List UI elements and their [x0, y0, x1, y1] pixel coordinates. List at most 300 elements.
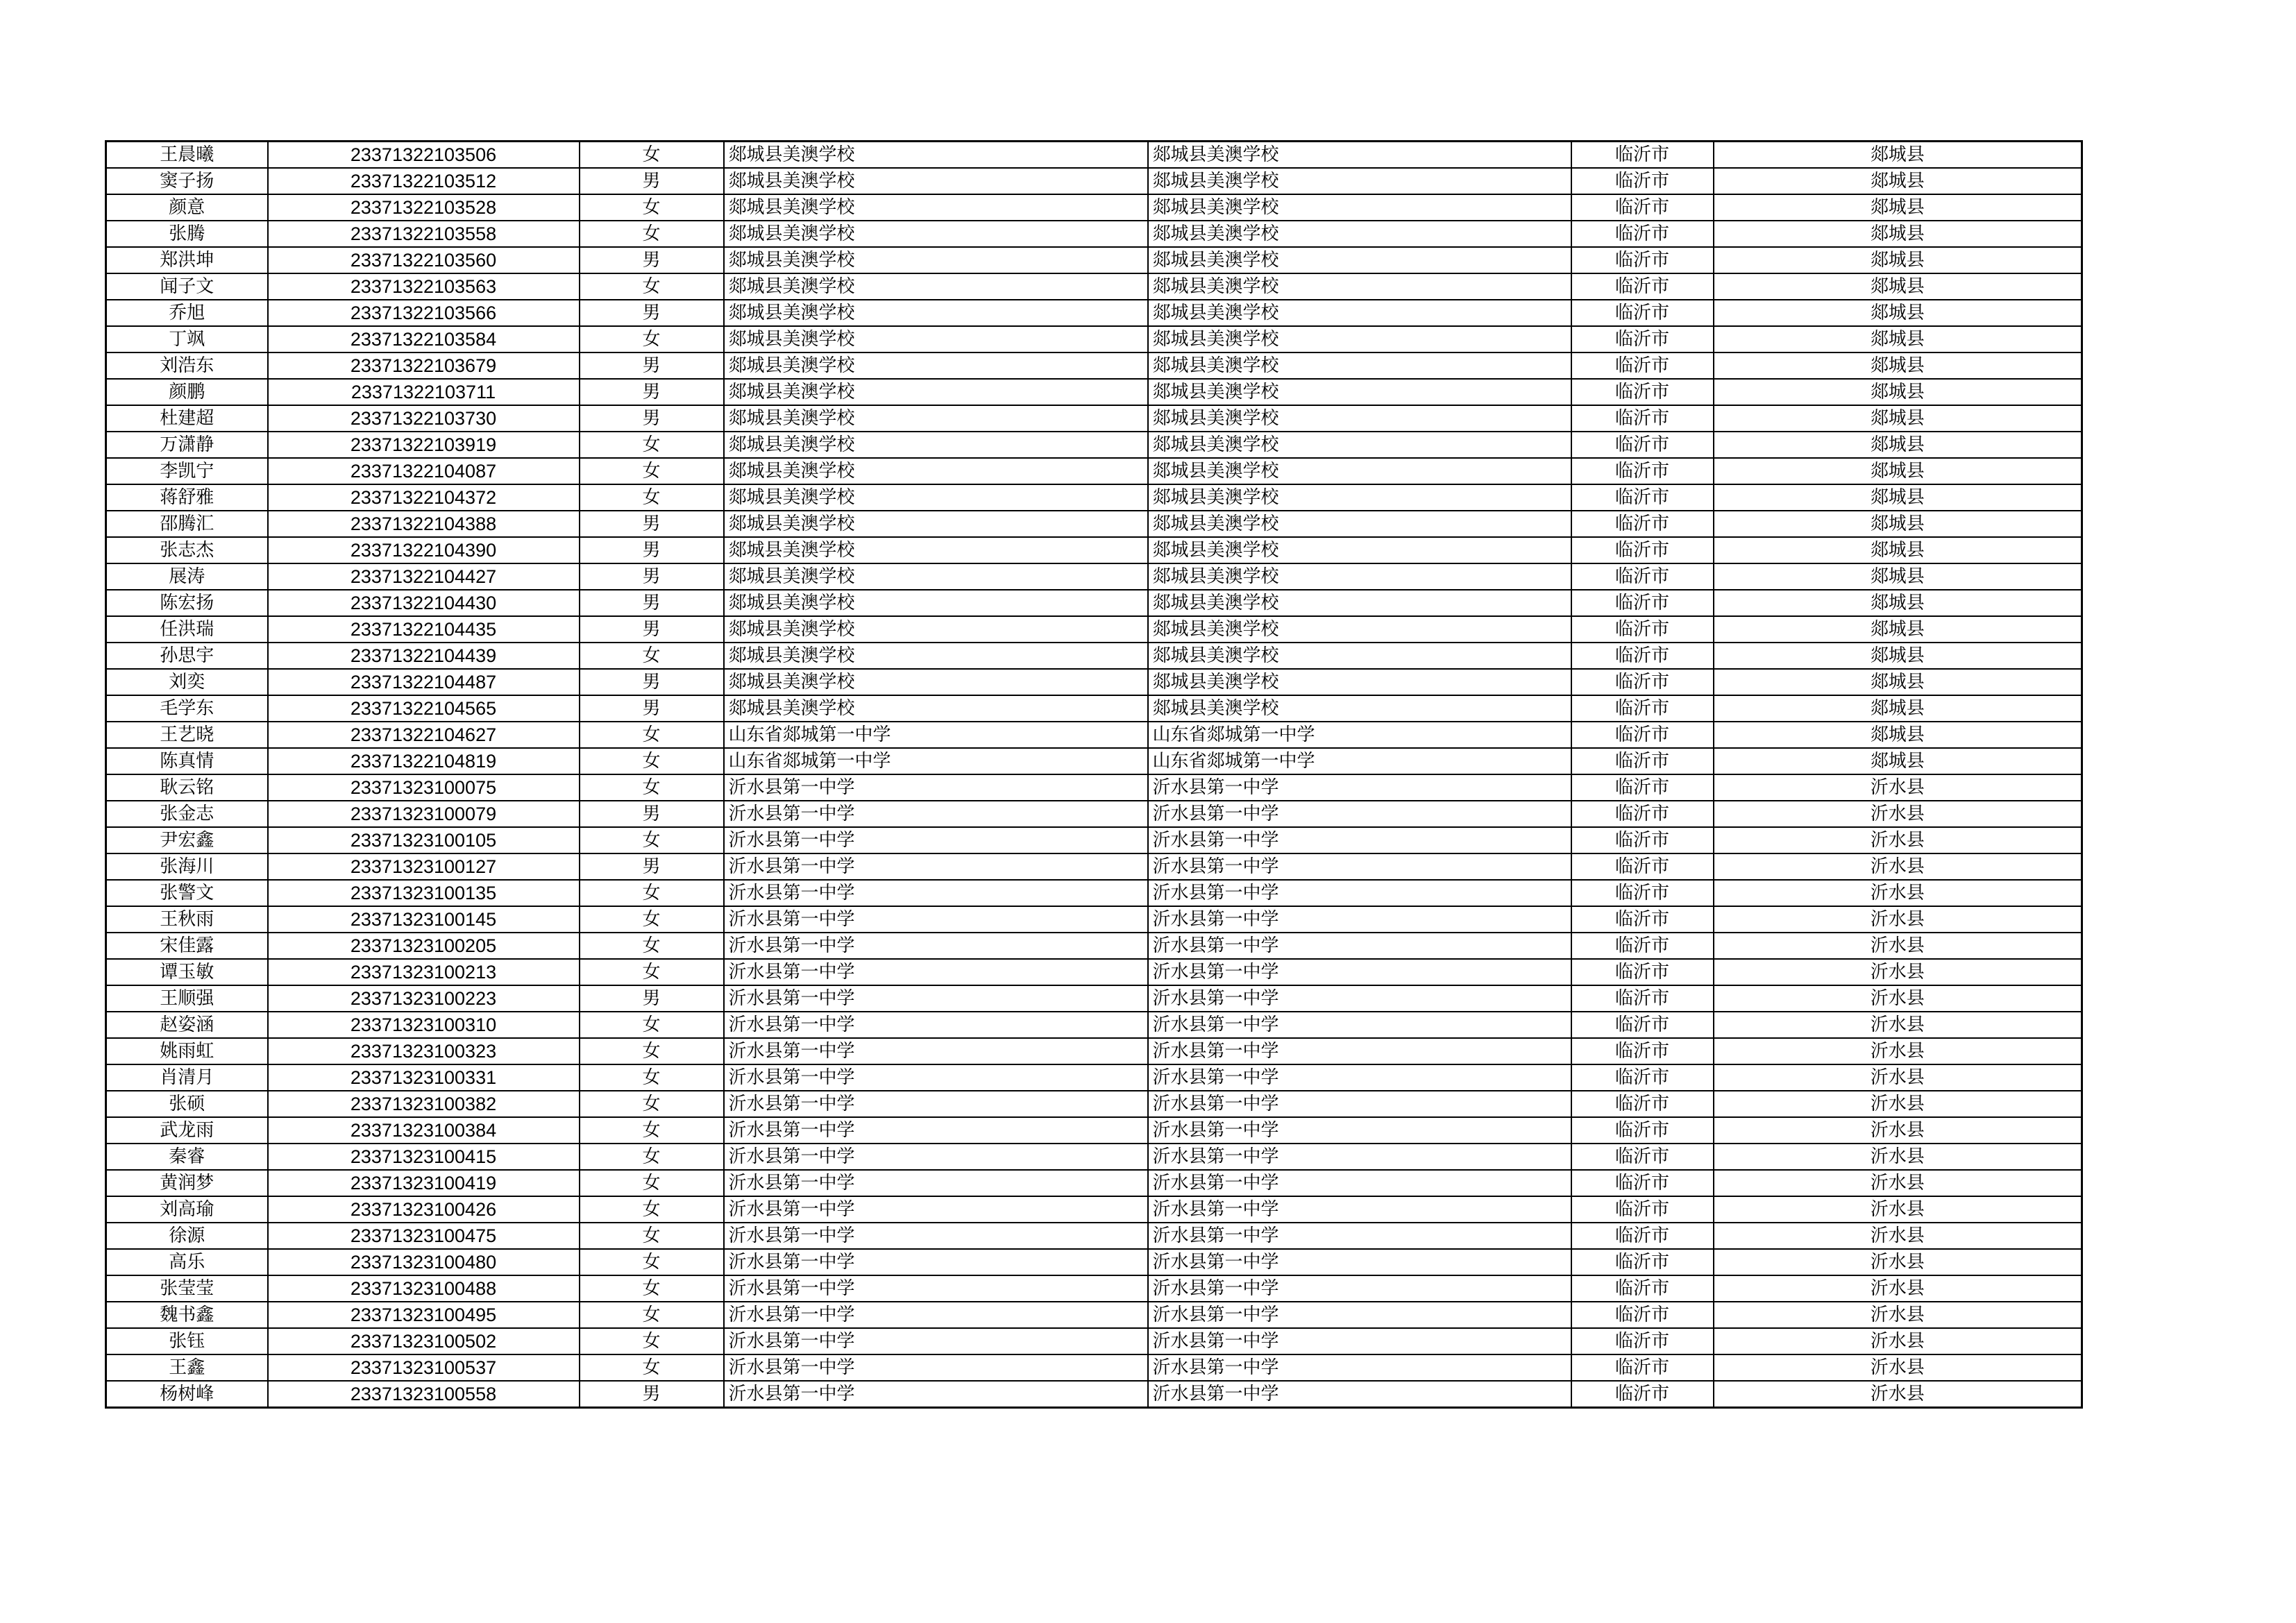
registration-school-cell: 沂水县第一中学 [1148, 801, 1571, 827]
gender-cell: 女 [580, 432, 724, 458]
exam-number-cell: 23371323100495 [268, 1302, 580, 1328]
city-cell: 临沂市 [1571, 1038, 1714, 1064]
school-cell: 郯城县美澳学校 [724, 142, 1148, 169]
exam-number-cell: 23371323100135 [268, 880, 580, 906]
county-cell: 郯城县 [1714, 247, 2082, 273]
table-row [106, 511, 2082, 537]
city-cell: 临沂市 [1571, 1249, 1714, 1275]
city-cell: 临沂市 [1571, 748, 1714, 774]
table-body [106, 142, 2082, 1408]
gender-cell: 男 [580, 247, 724, 273]
exam-number-cell: 23371322104388 [268, 511, 580, 537]
exam-number-cell: 23371323100382 [268, 1091, 580, 1117]
school-cell: 郯城县美澳学校 [724, 511, 1148, 537]
gender-cell: 男 [580, 379, 724, 405]
exam-number-cell: 23371322103512 [268, 168, 580, 194]
registration-school-cell: 沂水县第一中学 [1148, 933, 1571, 959]
registration-school-cell: 郯城县美澳学校 [1148, 379, 1571, 405]
gender-cell: 男 [580, 669, 724, 695]
registration-school-cell: 沂水县第一中学 [1148, 880, 1571, 906]
table-row [106, 1302, 2082, 1328]
table-row [106, 1038, 2082, 1064]
county-cell: 沂水县 [1714, 985, 2082, 1012]
school-cell: 郯城县美澳学校 [724, 432, 1148, 458]
county-cell: 沂水县 [1714, 1117, 2082, 1144]
city-cell: 临沂市 [1571, 563, 1714, 590]
name-cell: 张莹莹 [106, 1275, 268, 1302]
table-row [106, 563, 2082, 590]
name-cell: 王顺强 [106, 985, 268, 1012]
name-cell: 张警文 [106, 880, 268, 906]
city-cell: 临沂市 [1571, 537, 1714, 563]
gender-cell: 男 [580, 801, 724, 827]
name-cell: 魏书鑫 [106, 1302, 268, 1328]
name-cell: 展涛 [106, 563, 268, 590]
table-row [106, 1381, 2082, 1408]
table-row [106, 827, 2082, 853]
exam-number-cell: 23371322104565 [268, 695, 580, 722]
county-cell: 郯城县 [1714, 511, 2082, 537]
registration-school-cell: 沂水县第一中学 [1148, 1117, 1571, 1144]
registration-school-cell: 沂水县第一中学 [1148, 1328, 1571, 1354]
name-cell: 王艺晓 [106, 722, 268, 748]
gender-cell: 男 [580, 985, 724, 1012]
table-row [106, 1144, 2082, 1170]
county-cell: 沂水县 [1714, 801, 2082, 827]
city-cell: 临沂市 [1571, 669, 1714, 695]
county-cell: 郯城县 [1714, 537, 2082, 563]
name-cell: 丁飒 [106, 326, 268, 352]
registration-school-cell: 沂水县第一中学 [1148, 1064, 1571, 1091]
registration-school-cell: 郯城县美澳学校 [1148, 194, 1571, 221]
exam-number-cell: 23371323100105 [268, 827, 580, 853]
table-row [106, 722, 2082, 748]
school-cell: 沂水县第一中学 [724, 1117, 1148, 1144]
student-roster-table [105, 140, 2083, 1409]
county-cell: 沂水县 [1714, 906, 2082, 933]
table-row [106, 273, 2082, 300]
county-cell: 郯城县 [1714, 326, 2082, 352]
name-cell: 刘奕 [106, 669, 268, 695]
name-cell: 尹宏鑫 [106, 827, 268, 853]
table-row [106, 801, 2082, 827]
table-row [106, 1196, 2082, 1223]
county-cell: 沂水县 [1714, 1275, 2082, 1302]
table-row [106, 537, 2082, 563]
exam-number-cell: 23371322104372 [268, 484, 580, 511]
city-cell: 临沂市 [1571, 379, 1714, 405]
city-cell: 临沂市 [1571, 352, 1714, 379]
county-cell: 郯城县 [1714, 722, 2082, 748]
county-cell: 郯城县 [1714, 432, 2082, 458]
gender-cell: 男 [580, 352, 724, 379]
registration-school-cell: 郯城县美澳学校 [1148, 643, 1571, 669]
school-cell: 郯城县美澳学校 [724, 326, 1148, 352]
table-row [106, 1275, 2082, 1302]
school-cell: 郯城县美澳学校 [724, 484, 1148, 511]
table-row [106, 168, 2082, 194]
exam-number-cell: 23371322104819 [268, 748, 580, 774]
registration-school-cell: 郯城县美澳学校 [1148, 326, 1571, 352]
school-cell: 沂水县第一中学 [724, 906, 1148, 933]
gender-cell: 女 [580, 748, 724, 774]
registration-school-cell: 郯城县美澳学校 [1148, 405, 1571, 432]
gender-cell: 男 [580, 1381, 724, 1408]
name-cell: 张海川 [106, 853, 268, 880]
school-cell: 郯城县美澳学校 [724, 168, 1148, 194]
table-row [106, 643, 2082, 669]
exam-number-cell: 23371323100310 [268, 1012, 580, 1038]
name-cell: 高乐 [106, 1249, 268, 1275]
county-cell: 沂水县 [1714, 1091, 2082, 1117]
school-cell: 沂水县第一中学 [724, 1196, 1148, 1223]
county-cell: 沂水县 [1714, 774, 2082, 801]
name-cell: 秦睿 [106, 1144, 268, 1170]
school-cell: 沂水县第一中学 [724, 1144, 1148, 1170]
registration-school-cell: 沂水县第一中学 [1148, 1354, 1571, 1381]
table-row [106, 1117, 2082, 1144]
registration-school-cell: 沂水县第一中学 [1148, 1302, 1571, 1328]
table-row [106, 959, 2082, 985]
registration-school-cell: 郯城县美澳学校 [1148, 300, 1571, 326]
school-cell: 沂水县第一中学 [724, 853, 1148, 880]
registration-school-cell: 沂水县第一中学 [1148, 1091, 1571, 1117]
school-cell: 沂水县第一中学 [724, 1249, 1148, 1275]
school-cell: 沂水县第一中学 [724, 1170, 1148, 1196]
table-row [106, 432, 2082, 458]
exam-number-cell: 23371323100537 [268, 1354, 580, 1381]
school-cell: 郯城县美澳学校 [724, 669, 1148, 695]
name-cell: 孙思宇 [106, 643, 268, 669]
school-cell: 沂水县第一中学 [724, 1275, 1148, 1302]
table-row [106, 616, 2082, 643]
city-cell: 临沂市 [1571, 273, 1714, 300]
exam-number-cell: 23371322104430 [268, 590, 580, 616]
county-cell: 沂水县 [1714, 933, 2082, 959]
school-cell: 郯城县美澳学校 [724, 247, 1148, 273]
school-cell: 沂水县第一中学 [724, 1038, 1148, 1064]
registration-school-cell: 沂水县第一中学 [1148, 1249, 1571, 1275]
city-cell: 临沂市 [1571, 1328, 1714, 1354]
registration-school-cell: 沂水县第一中学 [1148, 1196, 1571, 1223]
exam-number-cell: 23371322104087 [268, 458, 580, 484]
exam-number-cell: 23371322103919 [268, 432, 580, 458]
county-cell: 郯城县 [1714, 590, 2082, 616]
county-cell: 郯城县 [1714, 484, 2082, 511]
table-row [106, 484, 2082, 511]
school-cell: 郯城县美澳学校 [724, 379, 1148, 405]
exam-number-cell: 23371322103563 [268, 273, 580, 300]
name-cell: 王秋雨 [106, 906, 268, 933]
exam-number-cell: 23371322104439 [268, 643, 580, 669]
county-cell: 沂水县 [1714, 1144, 2082, 1170]
city-cell: 临沂市 [1571, 1196, 1714, 1223]
registration-school-cell: 沂水县第一中学 [1148, 1012, 1571, 1038]
registration-school-cell: 沂水县第一中学 [1148, 959, 1571, 985]
registration-school-cell: 沂水县第一中学 [1148, 1381, 1571, 1408]
name-cell: 王鑫 [106, 1354, 268, 1381]
name-cell: 蒋舒雅 [106, 484, 268, 511]
table-row [106, 590, 2082, 616]
table-row [106, 853, 2082, 880]
city-cell: 临沂市 [1571, 405, 1714, 432]
name-cell: 黄润梦 [106, 1170, 268, 1196]
gender-cell: 女 [580, 827, 724, 853]
registration-school-cell: 郯城县美澳学校 [1148, 616, 1571, 643]
registration-school-cell: 沂水县第一中学 [1148, 853, 1571, 880]
exam-number-cell: 23371323100415 [268, 1144, 580, 1170]
city-cell: 临沂市 [1571, 458, 1714, 484]
city-cell: 临沂市 [1571, 484, 1714, 511]
name-cell: 刘浩东 [106, 352, 268, 379]
school-cell: 沂水县第一中学 [724, 1381, 1148, 1408]
table-row [106, 880, 2082, 906]
gender-cell: 女 [580, 273, 724, 300]
exam-number-cell: 23371322103679 [268, 352, 580, 379]
city-cell: 临沂市 [1571, 722, 1714, 748]
name-cell: 张硕 [106, 1091, 268, 1117]
registration-school-cell: 沂水县第一中学 [1148, 1038, 1571, 1064]
school-cell: 郯城县美澳学校 [724, 695, 1148, 722]
county-cell: 郯城县 [1714, 616, 2082, 643]
registration-school-cell: 郯城县美澳学校 [1148, 432, 1571, 458]
gender-cell: 女 [580, 1249, 724, 1275]
exam-number-cell: 23371323100323 [268, 1038, 580, 1064]
table-row [106, 695, 2082, 722]
city-cell: 临沂市 [1571, 300, 1714, 326]
registration-school-cell: 郯城县美澳学校 [1148, 168, 1571, 194]
exam-number-cell: 23371322103528 [268, 194, 580, 221]
city-cell: 临沂市 [1571, 511, 1714, 537]
registration-school-cell: 郯城县美澳学校 [1148, 590, 1571, 616]
table-row [106, 458, 2082, 484]
gender-cell: 女 [580, 906, 724, 933]
name-cell: 闻子文 [106, 273, 268, 300]
name-cell: 武龙雨 [106, 1117, 268, 1144]
city-cell: 临沂市 [1571, 1064, 1714, 1091]
county-cell: 郯城县 [1714, 352, 2082, 379]
exam-number-cell: 23371322104435 [268, 616, 580, 643]
city-cell: 临沂市 [1571, 590, 1714, 616]
table-row [106, 1249, 2082, 1275]
gender-cell: 女 [580, 1223, 724, 1249]
gender-cell: 女 [580, 1038, 724, 1064]
city-cell: 临沂市 [1571, 168, 1714, 194]
name-cell: 张金志 [106, 801, 268, 827]
table-row [106, 906, 2082, 933]
registration-school-cell: 沂水县第一中学 [1148, 1223, 1571, 1249]
school-cell: 郯城县美澳学校 [724, 458, 1148, 484]
exam-number-cell: 23371323100475 [268, 1223, 580, 1249]
city-cell: 临沂市 [1571, 906, 1714, 933]
gender-cell: 女 [580, 326, 724, 352]
gender-cell: 女 [580, 933, 724, 959]
exam-number-cell: 23371323100127 [268, 853, 580, 880]
city-cell: 临沂市 [1571, 853, 1714, 880]
gender-cell: 女 [580, 880, 724, 906]
city-cell: 临沂市 [1571, 1381, 1714, 1408]
school-cell: 沂水县第一中学 [724, 1064, 1148, 1091]
name-cell: 乔旭 [106, 300, 268, 326]
exam-number-cell: 23371322104427 [268, 563, 580, 590]
county-cell: 郯城县 [1714, 379, 2082, 405]
exam-number-cell: 23371322104487 [268, 669, 580, 695]
gender-cell: 男 [580, 590, 724, 616]
city-cell: 临沂市 [1571, 880, 1714, 906]
name-cell: 颜鹏 [106, 379, 268, 405]
table-row [106, 300, 2082, 326]
gender-cell: 男 [580, 616, 724, 643]
exam-number-cell: 23371322103506 [268, 142, 580, 169]
city-cell: 临沂市 [1571, 1275, 1714, 1302]
city-cell: 临沂市 [1571, 643, 1714, 669]
county-cell: 郯城县 [1714, 405, 2082, 432]
county-cell: 沂水县 [1714, 1038, 2082, 1064]
gender-cell: 女 [580, 142, 724, 169]
city-cell: 临沂市 [1571, 326, 1714, 352]
county-cell: 沂水县 [1714, 1064, 2082, 1091]
school-cell: 郯城县美澳学校 [724, 563, 1148, 590]
gender-cell: 男 [580, 511, 724, 537]
city-cell: 临沂市 [1571, 695, 1714, 722]
name-cell: 杨树峰 [106, 1381, 268, 1408]
city-cell: 临沂市 [1571, 1354, 1714, 1381]
table-row [106, 326, 2082, 352]
registration-school-cell: 郯城县美澳学校 [1148, 484, 1571, 511]
name-cell: 张腾 [106, 221, 268, 247]
name-cell: 谭玉敏 [106, 959, 268, 985]
table-row [106, 985, 2082, 1012]
city-cell: 临沂市 [1571, 827, 1714, 853]
registration-school-cell: 山东省郯城第一中学 [1148, 748, 1571, 774]
county-cell: 郯城县 [1714, 221, 2082, 247]
table-row [106, 669, 2082, 695]
county-cell: 沂水县 [1714, 1302, 2082, 1328]
city-cell: 临沂市 [1571, 194, 1714, 221]
city-cell: 临沂市 [1571, 221, 1714, 247]
name-cell: 杜建超 [106, 405, 268, 432]
school-cell: 沂水县第一中学 [724, 1012, 1148, 1038]
gender-cell: 女 [580, 1196, 724, 1223]
city-cell: 临沂市 [1571, 985, 1714, 1012]
county-cell: 沂水县 [1714, 853, 2082, 880]
county-cell: 郯城县 [1714, 643, 2082, 669]
table-row [106, 352, 2082, 379]
school-cell: 郯城县美澳学校 [724, 300, 1148, 326]
name-cell: 李凯宁 [106, 458, 268, 484]
gender-cell: 女 [580, 722, 724, 748]
exam-number-cell: 23371323100558 [268, 1381, 580, 1408]
name-cell: 张志杰 [106, 537, 268, 563]
school-cell: 沂水县第一中学 [724, 1091, 1148, 1117]
city-cell: 临沂市 [1571, 142, 1714, 169]
exam-number-cell: 23371323100384 [268, 1117, 580, 1144]
county-cell: 郯城县 [1714, 142, 2082, 169]
city-cell: 临沂市 [1571, 1170, 1714, 1196]
gender-cell: 女 [580, 959, 724, 985]
city-cell: 临沂市 [1571, 1302, 1714, 1328]
table-row [106, 1012, 2082, 1038]
city-cell: 临沂市 [1571, 247, 1714, 273]
county-cell: 沂水县 [1714, 827, 2082, 853]
school-cell: 沂水县第一中学 [724, 1223, 1148, 1249]
gender-cell: 女 [580, 1302, 724, 1328]
table-row [106, 1091, 2082, 1117]
exam-number-cell: 23371323100502 [268, 1328, 580, 1354]
table-row [106, 1354, 2082, 1381]
gender-cell: 女 [580, 1064, 724, 1091]
name-cell: 姚雨虹 [106, 1038, 268, 1064]
registration-school-cell: 郯城县美澳学校 [1148, 537, 1571, 563]
gender-cell: 女 [580, 1170, 724, 1196]
school-cell: 郯城县美澳学校 [724, 221, 1148, 247]
gender-cell: 男 [580, 168, 724, 194]
exam-number-cell: 23371323100488 [268, 1275, 580, 1302]
county-cell: 沂水县 [1714, 1328, 2082, 1354]
county-cell: 沂水县 [1714, 1012, 2082, 1038]
county-cell: 郯城县 [1714, 194, 2082, 221]
registration-school-cell: 沂水县第一中学 [1148, 1144, 1571, 1170]
county-cell: 沂水县 [1714, 1170, 2082, 1196]
gender-cell: 男 [580, 405, 724, 432]
name-cell: 任洪瑞 [106, 616, 268, 643]
name-cell: 肖清月 [106, 1064, 268, 1091]
exam-number-cell: 23371322104627 [268, 722, 580, 748]
city-cell: 临沂市 [1571, 774, 1714, 801]
registration-school-cell: 郯城县美澳学校 [1148, 247, 1571, 273]
name-cell: 赵姿涵 [106, 1012, 268, 1038]
registration-school-cell: 沂水县第一中学 [1148, 1275, 1571, 1302]
name-cell: 毛学东 [106, 695, 268, 722]
city-cell: 临沂市 [1571, 959, 1714, 985]
name-cell: 窦子扬 [106, 168, 268, 194]
gender-cell: 女 [580, 643, 724, 669]
exam-number-cell: 23371322103584 [268, 326, 580, 352]
table-row [106, 221, 2082, 247]
county-cell: 沂水县 [1714, 1354, 2082, 1381]
exam-number-cell: 23371323100480 [268, 1249, 580, 1275]
city-cell: 临沂市 [1571, 1144, 1714, 1170]
registration-school-cell: 郯城县美澳学校 [1148, 563, 1571, 590]
exam-number-cell: 23371323100213 [268, 959, 580, 985]
school-cell: 沂水县第一中学 [724, 801, 1148, 827]
gender-cell: 男 [580, 695, 724, 722]
name-cell: 颜意 [106, 194, 268, 221]
gender-cell: 女 [580, 1117, 724, 1144]
school-cell: 沂水县第一中学 [724, 959, 1148, 985]
registration-school-cell: 山东省郯城第一中学 [1148, 722, 1571, 748]
table-row [106, 405, 2082, 432]
city-cell: 临沂市 [1571, 801, 1714, 827]
city-cell: 临沂市 [1571, 1117, 1714, 1144]
exam-number-cell: 23371323100426 [268, 1196, 580, 1223]
table-row [106, 1223, 2082, 1249]
city-cell: 临沂市 [1571, 933, 1714, 959]
table-row [106, 379, 2082, 405]
exam-number-cell: 23371322103560 [268, 247, 580, 273]
registration-school-cell: 沂水县第一中学 [1148, 985, 1571, 1012]
county-cell: 郯城县 [1714, 273, 2082, 300]
gender-cell: 女 [580, 458, 724, 484]
exam-number-cell: 23371323100075 [268, 774, 580, 801]
gender-cell: 女 [580, 194, 724, 221]
table-row [106, 142, 2082, 169]
school-cell: 郯城县美澳学校 [724, 590, 1148, 616]
school-cell: 郯城县美澳学校 [724, 643, 1148, 669]
city-cell: 临沂市 [1571, 432, 1714, 458]
gender-cell: 男 [580, 853, 724, 880]
county-cell: 沂水县 [1714, 1196, 2082, 1223]
